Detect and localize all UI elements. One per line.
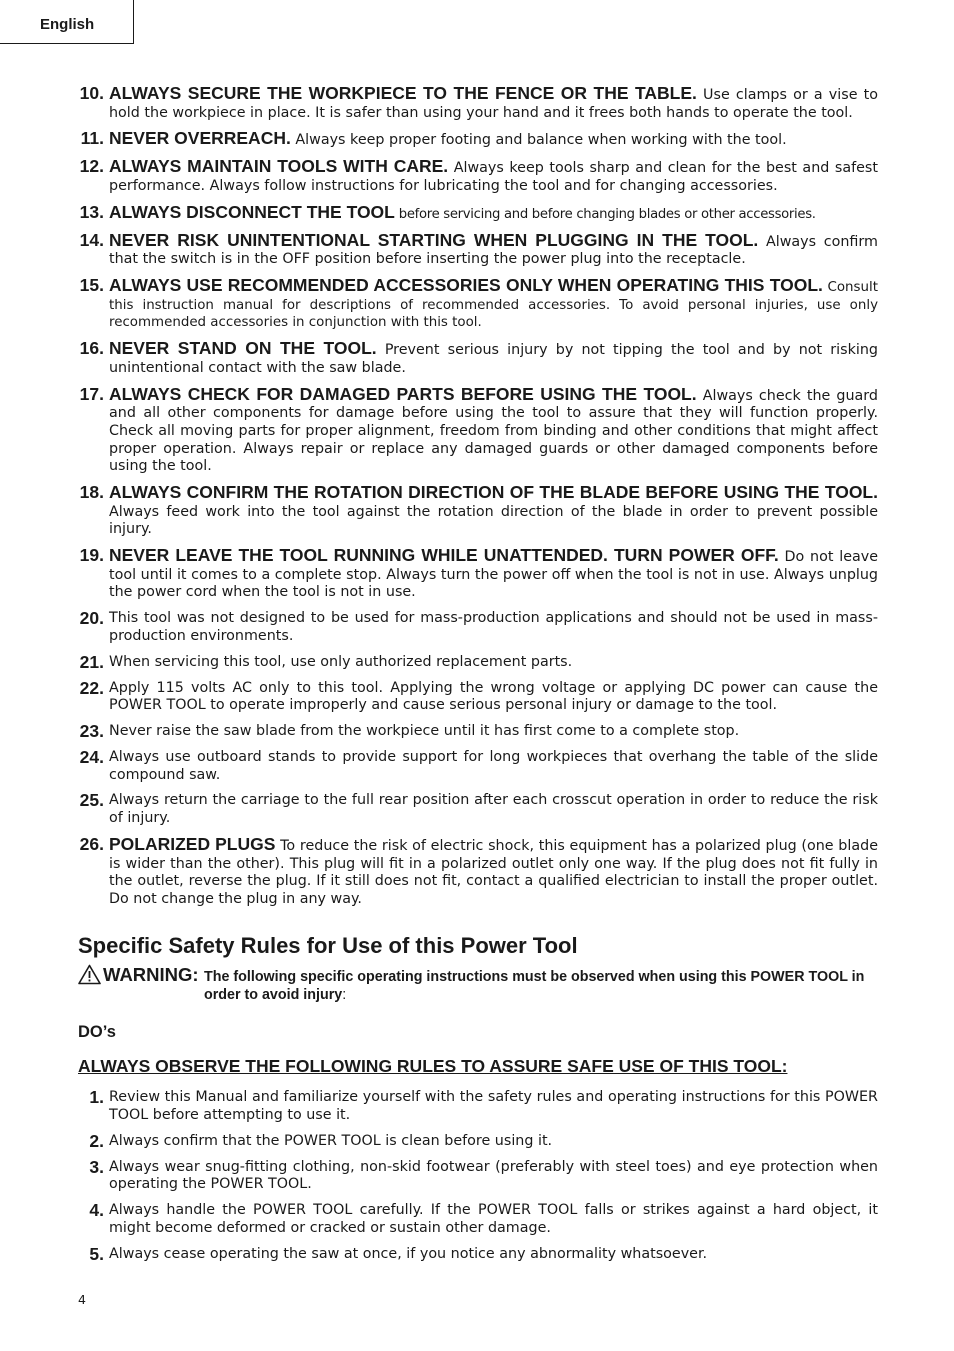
item-number: 11. bbox=[80, 128, 104, 149]
warning-colon: : bbox=[342, 986, 347, 1003]
item-heading: POLARIZED PLUGS bbox=[109, 833, 276, 854]
section-title: Specific Safety Rules for Use of this Power Tool bbox=[78, 933, 578, 959]
page-number: 4 bbox=[78, 1292, 86, 1307]
item-heading: NEVER OVERREACH. bbox=[109, 128, 291, 149]
item-text: Always keep proper footing and balance when working with the tool. bbox=[290, 132, 787, 149]
item-text: To reduce the risk of electric shock, this equipment has a polarized plug (one blade is wider than the other). This plug will fit in a polarized outlet only one way. If the plug does not fit fully in the outlet, reverse the plug. If it still does not fit, contact a qualified electrician to install the proper outlet. Do not change the plug in any way. bbox=[109, 837, 878, 907]
item-text: Always wear snug-fitting clothing, non-skid footwear (preferably with steel toes) and eye protection when operating the POWER TOOL. bbox=[109, 1158, 878, 1193]
item-text: This tool was not designed to be used for mass-production applications and should not be used in mass-production environments. bbox=[109, 610, 878, 644]
list-item bbox=[78, 651, 878, 672]
item-number: 12. bbox=[79, 156, 104, 177]
list-item bbox=[78, 158, 878, 195]
item-text: Always handle the POWER TOOL carefully. If the POWER TOOL falls or strikes against a hard object, it might become deformed or cracked or sustain other damage. bbox=[109, 1202, 878, 1236]
page-content bbox=[78, 85, 878, 1272]
rules-heading: ALWAYS OBSERVE THE FOLLOWING RULES TO ASSURE SAFE USE OF THIS TOOL: bbox=[78, 1056, 788, 1077]
item-heading: NEVER RISK UNINTENTIONAL STARTING WHEN PLUGGING IN THE TOOL. bbox=[109, 229, 759, 250]
list-item bbox=[78, 1089, 878, 1124]
item-text: Apply 115 volts AC only to this tool. Applying the wrong voltage or applying DC power can cause the POWER TOOL to operate improperly and cause serious personal injury or damage to the tool. bbox=[109, 679, 878, 714]
warning-label-group bbox=[78, 964, 199, 985]
list-item bbox=[78, 723, 878, 741]
list-item bbox=[78, 201, 878, 224]
item-number: 15. bbox=[79, 275, 104, 296]
list-item bbox=[78, 277, 878, 332]
list-item bbox=[78, 1156, 878, 1194]
item-number: 13. bbox=[79, 201, 104, 222]
language-label: English bbox=[40, 16, 95, 33]
item-number: 25. bbox=[79, 790, 104, 811]
item-text: Review this Manual and familiarize yourself with the safety rules and operating instructions for this POWER TOOL before attempting to use it. bbox=[109, 1089, 878, 1123]
item-text: Always keep tools sharp and clean for the best and safest performance. Always follow instructions for lubricating the tool and for changing accessories. bbox=[109, 160, 878, 194]
list-item bbox=[78, 833, 878, 908]
item-number: 20. bbox=[79, 608, 104, 629]
item-text: Never raise the saw blade from the workpiece until it has first come to a complete stop. bbox=[109, 723, 740, 740]
list-item bbox=[78, 746, 878, 784]
item-text: Always return the carriage to the full rear position after each crosscut operation in order to reduce the risk of injury. bbox=[109, 792, 878, 827]
item-text: Always feed work into the tool against the rotation direction of the blade in order to prevent possible injury. bbox=[109, 503, 878, 538]
item-number: 18. bbox=[79, 482, 104, 503]
item-text: Always use outboard stands to provide support for long workpieces that overhang the table of the slide compound saw. bbox=[109, 748, 878, 783]
item-heading: ALWAYS USE RECOMMENDED ACCESSORIES ONLY WHEN OPERATING THIS TOOL. bbox=[109, 275, 823, 296]
item-number: 2. bbox=[89, 1130, 104, 1151]
item-text: Always confirm that the POWER TOOL is clean before using it. bbox=[109, 1132, 553, 1149]
list-item bbox=[78, 229, 878, 269]
item-text: Always confirm that the switch is in the OFF position before inserting the power plug into the receptacle. bbox=[109, 233, 878, 268]
item-number: 24. bbox=[79, 746, 104, 767]
item-heading: ALWAYS SECURE THE WORKPIECE TO THE FENCE OR THE TABLE. bbox=[109, 83, 697, 103]
warning-text: The following specific operating instructions must be observed when using this POWER TOOL in order to avoid injury bbox=[204, 969, 865, 1003]
item-number: 19. bbox=[79, 545, 104, 566]
dos-heading: DO’s bbox=[78, 1023, 116, 1042]
list-item bbox=[78, 1243, 878, 1264]
item-text: Always check the guard and all other components for damage before using the tool to assure that they will function properly. Check all moving parts for proper alignment, freedom from binding and other conditions that might affect proper operation. Always repair or replace any damaged guards or other damaged components before using the tool. bbox=[109, 387, 878, 475]
item-number: 23. bbox=[79, 721, 104, 742]
item-heading: NEVER STAND ON THE TOOL. bbox=[109, 338, 377, 359]
language-tab bbox=[0, 0, 134, 44]
list-item bbox=[78, 677, 878, 715]
item-number: 10. bbox=[79, 83, 104, 103]
list-item bbox=[78, 484, 878, 539]
item-number: 14. bbox=[79, 229, 104, 250]
item-heading: ALWAYS CHECK FOR DAMAGED PARTS BEFORE USING THE TOOL. bbox=[109, 383, 697, 404]
item-heading: ALWAYS CONFIRM THE ROTATION DIRECTION OF THE BLADE BEFORE USING THE TOOL. bbox=[109, 482, 878, 503]
general-rules-list bbox=[78, 85, 878, 908]
item-number: 3. bbox=[89, 1156, 104, 1177]
item-text: When servicing this tool, use only authorized replacement parts. bbox=[109, 653, 573, 670]
specific-rules-list bbox=[78, 1089, 878, 1263]
list-item bbox=[78, 610, 878, 645]
item-number: 21. bbox=[79, 651, 104, 672]
item-text: Always cease operating the saw at once, if you notice any abnormality whatsoever. bbox=[109, 1245, 708, 1262]
item-heading: ALWAYS MAINTAIN TOOLS WITH CARE. bbox=[109, 156, 449, 177]
item-heading: NEVER LEAVE THE TOOL RUNNING WHILE UNATTENDED. TURN POWER OFF. bbox=[109, 545, 779, 566]
warning-label: WARNING: bbox=[103, 964, 199, 986]
list-item bbox=[78, 85, 878, 122]
item-number: 17. bbox=[79, 383, 104, 404]
list-item bbox=[78, 383, 878, 476]
list-item bbox=[78, 547, 878, 602]
item-text: Prevent serious injury by not tipping the tool and by not risking unintentional contact with the saw blade. bbox=[109, 342, 878, 376]
item-number: 5. bbox=[89, 1243, 104, 1264]
item-number: 22. bbox=[79, 677, 104, 698]
item-text: Use clamps or a vise to hold the workpiece in place. It is safer than using your hand and it frees both hands to operate the tool. bbox=[109, 87, 878, 121]
item-heading: ALWAYS DISCONNECT THE TOOL bbox=[109, 201, 395, 222]
list-item bbox=[78, 1130, 878, 1151]
item-text: before servicing and before changing blades or other accessories. bbox=[394, 206, 816, 222]
list-item bbox=[78, 792, 878, 827]
item-text: Consult this instruction manual for descriptions of recommended accessories. To avoid personal injuries, use only recommended accessories in conjunction with this tool. bbox=[109, 280, 878, 331]
warning-icon bbox=[78, 964, 101, 985]
item-number: 26. bbox=[79, 833, 104, 854]
list-item bbox=[78, 1202, 878, 1237]
warning-notice bbox=[78, 964, 878, 1004]
item-number: 16. bbox=[79, 338, 104, 359]
item-number: 4. bbox=[89, 1200, 104, 1221]
item-text: Do not leave tool until it comes to a complete stop. Always turn the power off when the tool is not in use. Always unplug the power cord when the tool is not in use. bbox=[109, 549, 879, 601]
list-item bbox=[78, 340, 878, 377]
item-number: 1. bbox=[89, 1087, 104, 1108]
list-item bbox=[78, 130, 878, 150]
